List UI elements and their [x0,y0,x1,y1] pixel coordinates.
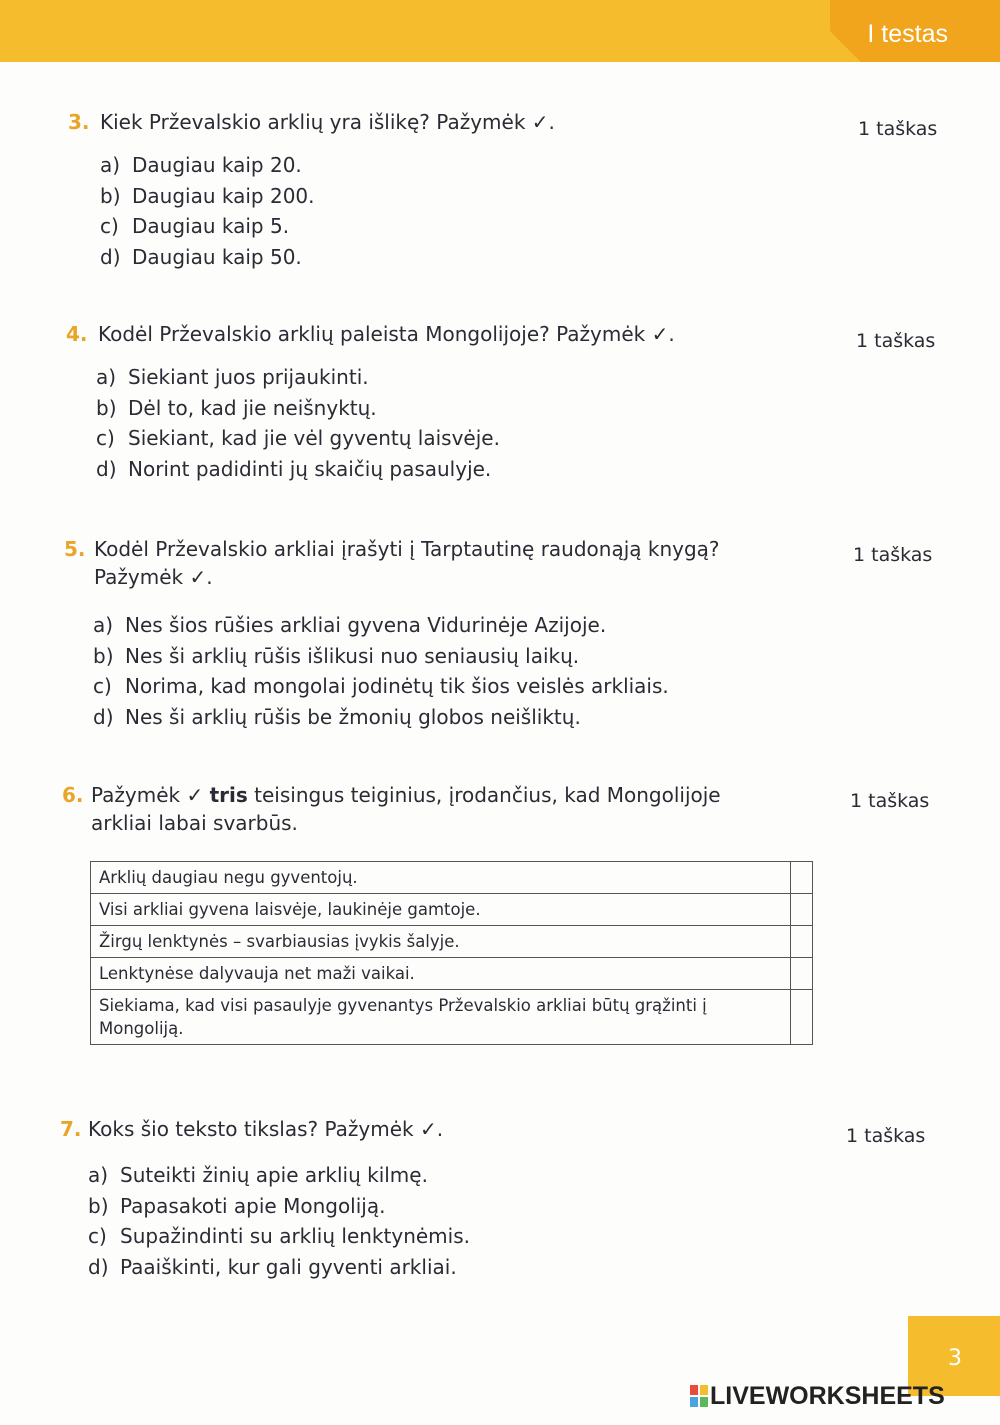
watermark-text: LIVEWORKSHEETS [710,1382,945,1410]
question-text: Kiek Prževalskio arklių yra išlikę? Pažymėk ✓. [100,110,555,134]
question-5 [64,535,804,595]
question-text: Pažymėk ✓ tris teisingus teiginius, įrodančius, kad Mongolijoje arkliai labai svarbūs. [91,783,721,835]
option-c[interactable]: c) Daugiau kaip 5. [100,214,290,238]
options-list [88,1160,470,1282]
option-d[interactable]: d) Norint padidinti jų skaičių pasaulyje. [96,456,492,481]
statement-text: Lenktynėse dalyvauja net maži vaikai. [91,958,791,990]
statement-text: Žirgų lenktynės – svarbiausias įvykis šalyje. [91,926,791,958]
question-number: 3. [68,110,90,134]
statement-text: Siekiama, kad visi pasaulyje gyvenantys Prževalskio arkliai būtų grąžinti į Mongoliją. [91,990,791,1045]
question-number: 5. [64,537,86,561]
check-box[interactable] [791,990,813,1045]
page-number: 3 [948,1346,962,1371]
options-list [93,610,669,732]
points-label: 1 taškas [846,1125,926,1147]
option-b[interactable]: b) Papasakoti apie Mongoliją. [88,1193,386,1218]
option-c[interactable]: c) Siekiant, kad jie vėl gyventų laisvėje. [96,426,500,450]
watermark [690,1382,945,1411]
points-label: 1 taškas [858,118,938,140]
question-text: Kodėl Prževalskio arklių paleista Mongolijoje? Pažymėk ✓. [98,322,675,346]
liveworksheets-logo-icon [690,1385,708,1407]
check-box[interactable] [791,958,813,990]
option-b[interactable]: b) Nes ši arklių rūšis išlikusi nuo seniausių laikų. [93,643,580,668]
option-d[interactable]: d) Daugiau kaip 50. [100,244,302,269]
emphasis-tris: tris [209,783,248,807]
statement-text: Arklių daugiau negu gyventojų. [91,862,791,894]
statements-table [90,861,813,1045]
options-list [100,150,315,272]
option-a[interactable]: a) Siekiant juos prijaukinti. [96,365,369,389]
option-b[interactable]: b) Dėl to, kad jie neišnyktų. [96,395,377,420]
table-row [91,894,813,926]
statement-text: Visi arkliai gyvena laisvėje, laukinėje gamtoje. [91,894,791,926]
check-box[interactable] [791,926,813,958]
option-c[interactable]: c) Norima, kad mongolai jodinėtų tik šios veislės arkliais. [93,674,669,698]
option-a[interactable]: a) Daugiau kaip 20. [100,153,302,177]
option-b[interactable]: b) Daugiau kaip 200. [100,183,315,208]
question-6 [62,781,802,841]
question-text: Kodėl Prževalskio arkliai įrašyti į Tarptautinę raudonąją knygą? Pažymėk ✓. [94,537,720,589]
test-title: I testas [867,20,948,48]
table-row [91,958,813,990]
question-number: 6. [62,783,84,807]
option-a[interactable]: a) Suteikti žinių apie arklių kilmę. [88,1163,428,1187]
check-box[interactable] [791,862,813,894]
option-a[interactable]: a) Nes šios rūšies arkliai gyvena Vidurinėje Azijoje. [93,613,607,637]
option-d[interactable]: d) Nes ši arklių rūšis be žmonių globos neišliktų. [93,704,581,729]
question-number: 4. [66,322,88,346]
points-label: 1 taškas [856,330,936,352]
options-list [96,362,500,484]
option-d[interactable]: d) Paaiškinti, kur gali gyventi arkliai. [88,1254,457,1279]
check-box[interactable] [791,894,813,926]
table-row [91,990,813,1045]
table-row [91,862,813,894]
question-number: 7. [60,1117,82,1141]
question-text: Koks šio teksto tikslas? Pažymėk ✓. [88,1117,444,1141]
option-c[interactable]: c) Supažindinti su arklių lenktynėmis. [88,1224,470,1248]
table-row [91,926,813,958]
points-label: 1 taškas [853,544,933,566]
points-label: 1 taškas [850,790,930,812]
